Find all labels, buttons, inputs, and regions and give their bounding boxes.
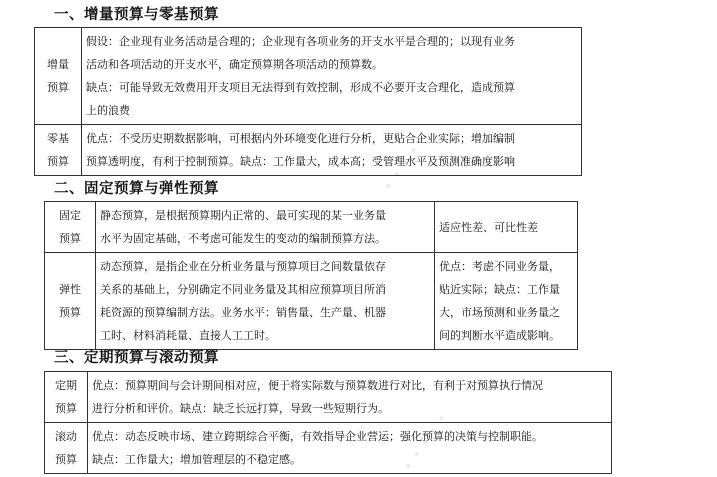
row-label-line: 预算	[47, 155, 69, 168]
text-line: 耗资源的预算编制方法。业务水平：销售量、生产量、机器	[100, 306, 386, 319]
row-content	[88, 372, 612, 423]
row-content	[82, 28, 582, 125]
text-line: 活动和各项活动的开支水平，确定预算期各项活动的预算数。	[86, 58, 383, 71]
text-line: 预算透明度，有利于控制预算。缺点：工作量大，成本高；受管理水平及预测准确度影响	[86, 155, 515, 168]
table-row	[45, 202, 578, 253]
table-row	[35, 125, 582, 176]
text-line: 缺点：工作量大；增加管理层的不稳定感。	[92, 453, 301, 466]
row-label	[45, 253, 96, 350]
text-line: 缺点：可能导致无效费用开支项目无法得到有效控制，形成不必要开支合理化，造成预算	[86, 81, 515, 94]
row-content	[88, 423, 612, 474]
row-label-line: 弹性	[59, 283, 81, 296]
row-label-line: 固定	[59, 209, 81, 222]
row-label-line: 定期	[55, 379, 77, 392]
text-line: 动态预算，是指企业在分析业务量与预算项目之间数量依存	[100, 260, 386, 273]
text-line: 间的判断水平造成影响。	[439, 329, 560, 342]
section-title-fixed-flexible: 二、固定预算与弹性预算	[54, 181, 219, 197]
text-line: 优点：考虑不同业务量，	[439, 260, 560, 273]
text-line: 优点：预算期间与会计期间相对应，便于将实际数与预算数进行对比，有利于对预算执行情况	[92, 379, 543, 392]
watermark-mark: · · · · ·	[396, 408, 454, 476]
text-line: 上的浪费	[86, 104, 130, 117]
text-line: 适应性差、可比性差	[439, 220, 538, 234]
table-row	[45, 372, 612, 423]
text-line: 优点：不受历史期数据影响，可根据内外环境变化进行分析，更贴合企业实际；增加编制	[86, 132, 515, 145]
row-label-line: 预算	[55, 402, 77, 415]
table-periodic-rolling	[44, 371, 612, 474]
table-row	[45, 253, 578, 350]
row-side-note	[435, 253, 578, 350]
row-label-line: 预算	[59, 232, 81, 245]
row-label	[45, 423, 88, 474]
row-label	[35, 125, 82, 176]
row-label-line: 增量	[47, 58, 69, 71]
text-line: 工时、材料消耗量、直接人工工时。	[100, 329, 276, 342]
row-label	[35, 28, 82, 125]
row-label-line: 预算	[47, 81, 69, 94]
table-incremental-zero-based	[34, 27, 582, 176]
row-label	[45, 202, 96, 253]
row-content	[82, 125, 582, 176]
row-label-line: 预算	[59, 306, 81, 319]
row-label-line: 预算	[55, 453, 77, 466]
watermark-mark: · · · · ·	[376, 128, 434, 196]
text-line: 假设：企业现有业务活动是合理的；企业现有各项业务的开支水平是合理的；以现有业务	[86, 35, 515, 48]
row-content	[96, 253, 435, 350]
text-line: 贴近实际；缺点：工作量	[439, 283, 560, 296]
text-line: 关系的基础上，分别确定不同业务量及其相应预算项目所消	[100, 283, 386, 296]
text-line: 静态预算，是根据预算期内正常的、最可实现的某一业务量	[100, 209, 386, 222]
row-label	[45, 372, 88, 423]
table-row	[45, 423, 612, 474]
section-title-incremental-zero-based: 一、增量预算与零基预算	[54, 7, 219, 23]
table-fixed-flexible	[44, 201, 578, 350]
text-line: 优点：动态反映市场、建立跨期综合平衡，有效指导企业营运；强化预算的决策与控制职能。	[92, 430, 543, 443]
section-title-periodic-rolling: 三、定期预算与滚动预算	[54, 350, 219, 366]
text-line: 水平为固定基础，不考虑可能发生的变动的编制预算方法。	[100, 232, 386, 245]
row-side-note	[435, 202, 578, 253]
text-line: 进行分析和评价。缺点：缺乏长远打算，导致一些短期行为。	[92, 402, 389, 415]
table-row	[35, 28, 582, 125]
row-label-line: 滚动	[55, 430, 77, 443]
row-content	[96, 202, 435, 253]
text-line: 大，市场预测和业务量之	[439, 306, 560, 319]
row-label-line: 零基	[47, 132, 69, 145]
